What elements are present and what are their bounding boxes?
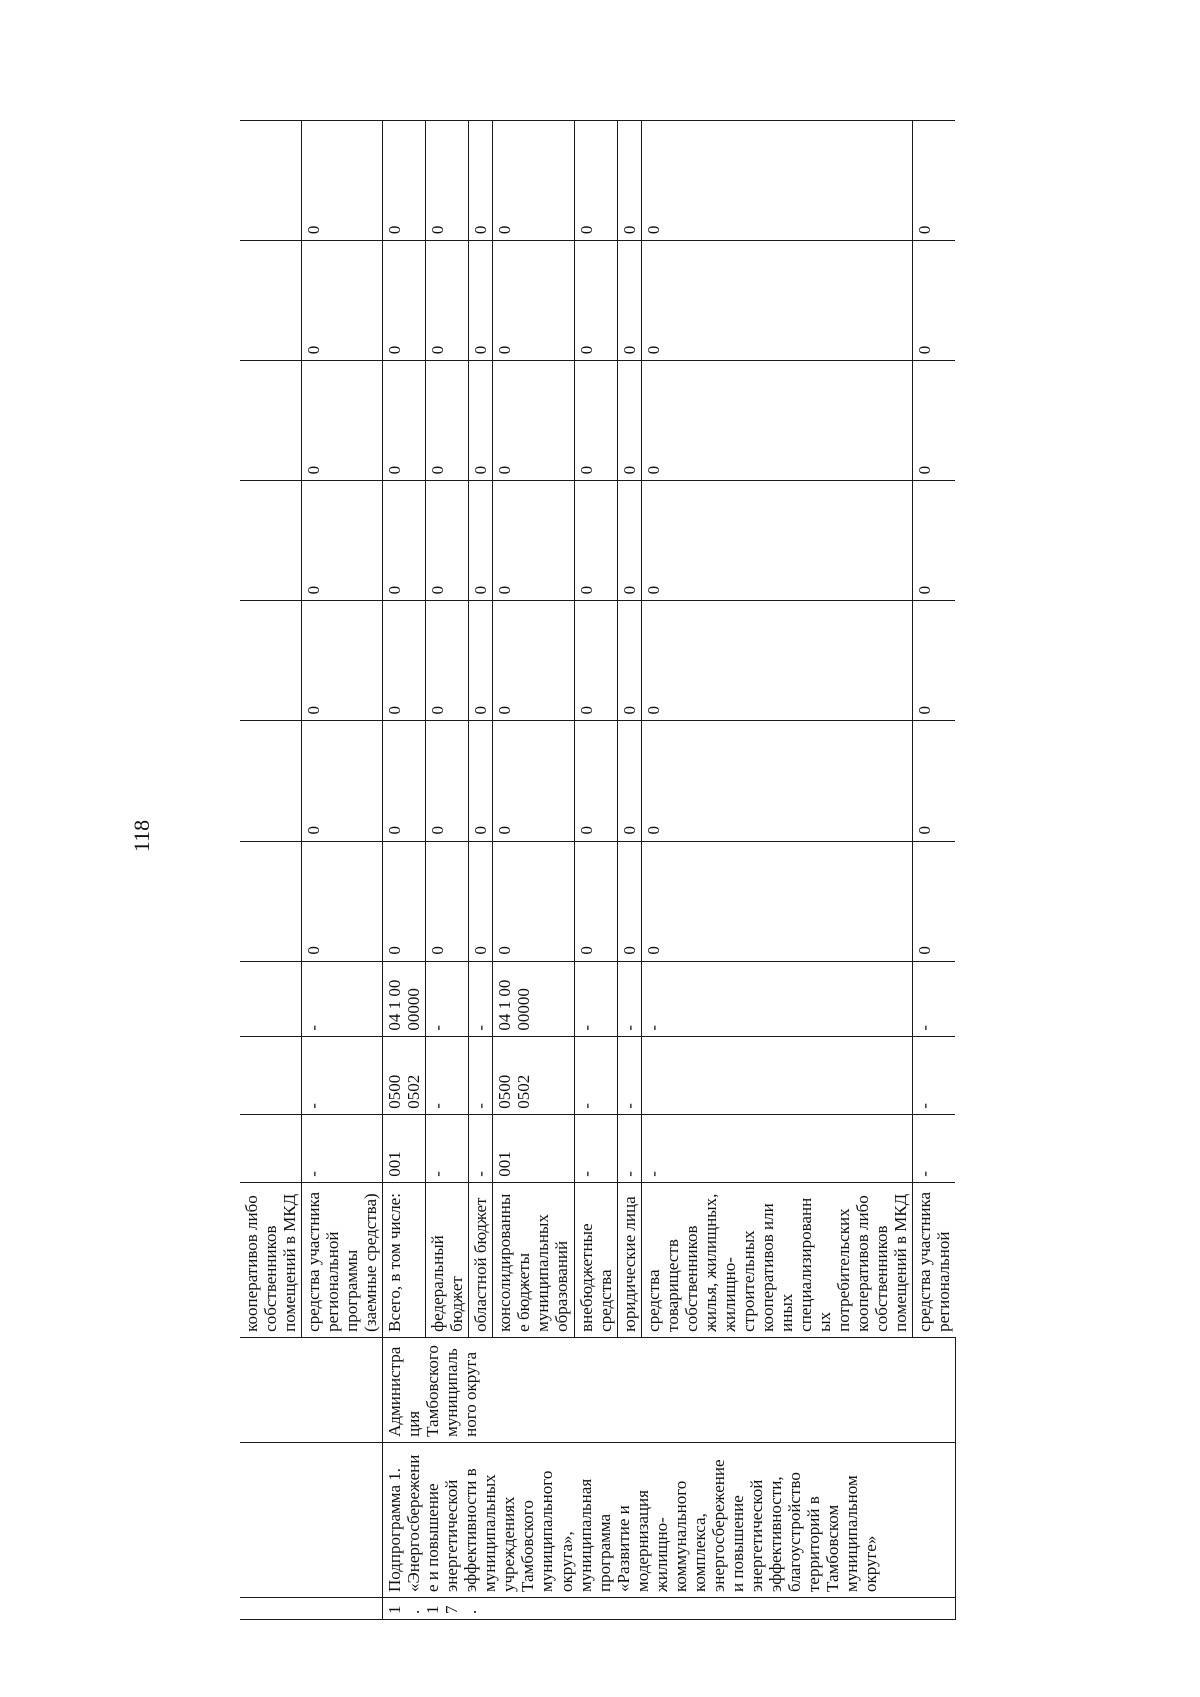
name-cell: [240, 1442, 302, 1597]
value-cell: 0: [383, 601, 426, 721]
value-cell: 0: [426, 841, 469, 961]
value-cell: [240, 601, 302, 721]
value-cell: 0: [574, 841, 617, 961]
value-cell: [240, 241, 302, 361]
grbs-cell: -: [641, 1114, 912, 1182]
value-cell: 0: [641, 601, 912, 721]
value-cell: 0: [469, 361, 493, 481]
grbs-cell: -: [617, 1114, 641, 1182]
budget-table: [240, 120, 956, 1620]
source-cell: консолидированные бюджеты муниципальных образований: [493, 1182, 574, 1337]
value-cell: 0: [913, 121, 956, 241]
grbs-cell: [240, 1114, 302, 1182]
value-cell: 0: [469, 601, 493, 721]
value-cell: 0: [641, 841, 912, 961]
value-cell: 0: [617, 721, 641, 841]
value-cell: 0: [302, 481, 383, 601]
value-cell: 0: [383, 841, 426, 961]
value-cell: 0: [469, 241, 493, 361]
value-cell: 0: [617, 841, 641, 961]
value-cell: 0: [302, 121, 383, 241]
source-cell: федеральный бюджет: [426, 1182, 469, 1337]
value-cell: 0: [302, 841, 383, 961]
value-cell: 0: [641, 241, 912, 361]
table-row: [302, 121, 383, 1620]
subprogram-name: Подпрограмма 1. «Энергосбережение и повышение энергетической эффективности в муниципальных учреждениях Тамбовского муниципального округа», муниципальная программа «Развитие и модернизация жилищно-коммунального комплекса, энергосбережение и повышение энергетической эффективности, благоустройство территорий в Тамбовском муниципальном округе»: [383, 1442, 955, 1597]
value-cell: 0: [641, 481, 912, 601]
value-cell: [240, 481, 302, 601]
value-cell: 0: [913, 241, 956, 361]
value-cell: 0: [617, 241, 641, 361]
value-cell: 0: [913, 721, 956, 841]
value-cell: 0: [574, 361, 617, 481]
value-cell: 0: [617, 121, 641, 241]
subprogram-executor: Администрация Тамбовского муниципального округа: [383, 1337, 955, 1442]
rzpr-cell: -: [617, 1036, 641, 1114]
grbs-cell: 001: [383, 1114, 426, 1182]
value-cell: 0: [574, 121, 617, 241]
csr-cell: -: [302, 961, 383, 1036]
executor-cell: [302, 1337, 383, 1442]
value-cell: 0: [469, 481, 493, 601]
value-cell: 0: [574, 481, 617, 601]
grbs-cell: -: [302, 1114, 383, 1182]
value-cell: 0: [493, 241, 574, 361]
source-cell: кооперативов либо собственников помещений в МКД: [240, 1182, 302, 1337]
grbs-cell: -: [426, 1114, 469, 1182]
value-cell: 0: [383, 361, 426, 481]
value-cell: 0: [913, 481, 956, 601]
value-cell: 0: [302, 361, 383, 481]
value-cell: 0: [426, 481, 469, 601]
source-cell: средства товариществ собственников жилья, жилищных, жилищно-строительных кооперативов или иных специализированных потребительских кооперативов либо собственников помещений в МКД: [641, 1182, 912, 1337]
value-cell: 0: [302, 721, 383, 841]
table-row: [240, 121, 302, 1620]
index-cell: [240, 1598, 302, 1620]
value-cell: 0: [913, 361, 956, 481]
rzpr-cell: -: [469, 1036, 493, 1114]
value-cell: 0: [383, 721, 426, 841]
value-cell: 0: [383, 481, 426, 601]
value-cell: 0: [469, 841, 493, 961]
source-cell: внебюджетные средства: [574, 1182, 617, 1337]
value-cell: 0: [493, 481, 574, 601]
rotated-table-container: [240, 120, 956, 1620]
csr-cell: -: [426, 961, 469, 1036]
index-cell: [302, 1598, 383, 1620]
csr-cell: -: [913, 961, 956, 1036]
value-cell: 0: [302, 241, 383, 361]
value-cell: 0: [913, 841, 956, 961]
value-cell: 0: [617, 481, 641, 601]
value-cell: 0: [493, 721, 574, 841]
value-cell: 0: [574, 721, 617, 841]
value-cell: 0: [426, 121, 469, 241]
page-number: 118: [129, 819, 154, 853]
grbs-cell: -: [469, 1114, 493, 1182]
value-cell: 0: [426, 241, 469, 361]
source-cell: юридические лица: [617, 1182, 641, 1337]
value-cell: 0: [469, 121, 493, 241]
value-cell: 0: [493, 601, 574, 721]
value-cell: 0: [426, 361, 469, 481]
grbs-cell: -: [913, 1114, 956, 1182]
rzpr-cell: [240, 1036, 302, 1114]
value-cell: [240, 841, 302, 961]
source-cell: областной бюджет: [469, 1182, 493, 1337]
value-cell: 0: [617, 601, 641, 721]
rzpr-cell: -: [302, 1036, 383, 1114]
rzpr-cell: 0500 0502: [493, 1036, 574, 1114]
value-cell: 0: [426, 721, 469, 841]
value-cell: 0: [302, 601, 383, 721]
value-cell: 0: [383, 241, 426, 361]
source-cell: Всего, в том числе:: [383, 1182, 426, 1337]
value-cell: 0: [426, 601, 469, 721]
rzpr-cell: 0500 0502: [383, 1036, 426, 1114]
grbs-cell: 001: [493, 1114, 574, 1182]
value-cell: 0: [641, 721, 912, 841]
csr-cell: 04 1 00 00000: [493, 961, 574, 1036]
source-cell: средства участника региональной: [913, 1182, 956, 1337]
csr-cell: -: [469, 961, 493, 1036]
executor-cell: [240, 1337, 302, 1442]
rzpr-cell: [641, 1036, 912, 1114]
csr-cell: -: [574, 961, 617, 1036]
value-cell: 0: [493, 121, 574, 241]
value-cell: 0: [469, 721, 493, 841]
value-cell: 0: [493, 841, 574, 961]
value-cell: 0: [641, 361, 912, 481]
value-cell: 0: [641, 121, 912, 241]
source-cell: средства участника региональной программы (заемные средства): [302, 1182, 383, 1337]
value-cell: 0: [574, 601, 617, 721]
value-cell: 0: [617, 361, 641, 481]
value-cell: [240, 721, 302, 841]
rzpr-cell: -: [913, 1036, 956, 1114]
subprogram-index: 1.17.: [383, 1598, 955, 1620]
table-row: [383, 121, 426, 1620]
value-cell: [240, 361, 302, 481]
value-cell: [240, 121, 302, 241]
csr-cell: -: [617, 961, 641, 1036]
name-cell: [302, 1442, 383, 1597]
csr-cell: [240, 961, 302, 1036]
csr-cell: -: [641, 961, 912, 1036]
rzpr-cell: -: [574, 1036, 617, 1114]
grbs-cell: -: [574, 1114, 617, 1182]
value-cell: 0: [913, 601, 956, 721]
value-cell: 0: [574, 241, 617, 361]
csr-cell: 04 1 00 00000: [383, 961, 426, 1036]
value-cell: 0: [383, 121, 426, 241]
value-cell: 0: [493, 361, 574, 481]
rzpr-cell: -: [426, 1036, 469, 1114]
